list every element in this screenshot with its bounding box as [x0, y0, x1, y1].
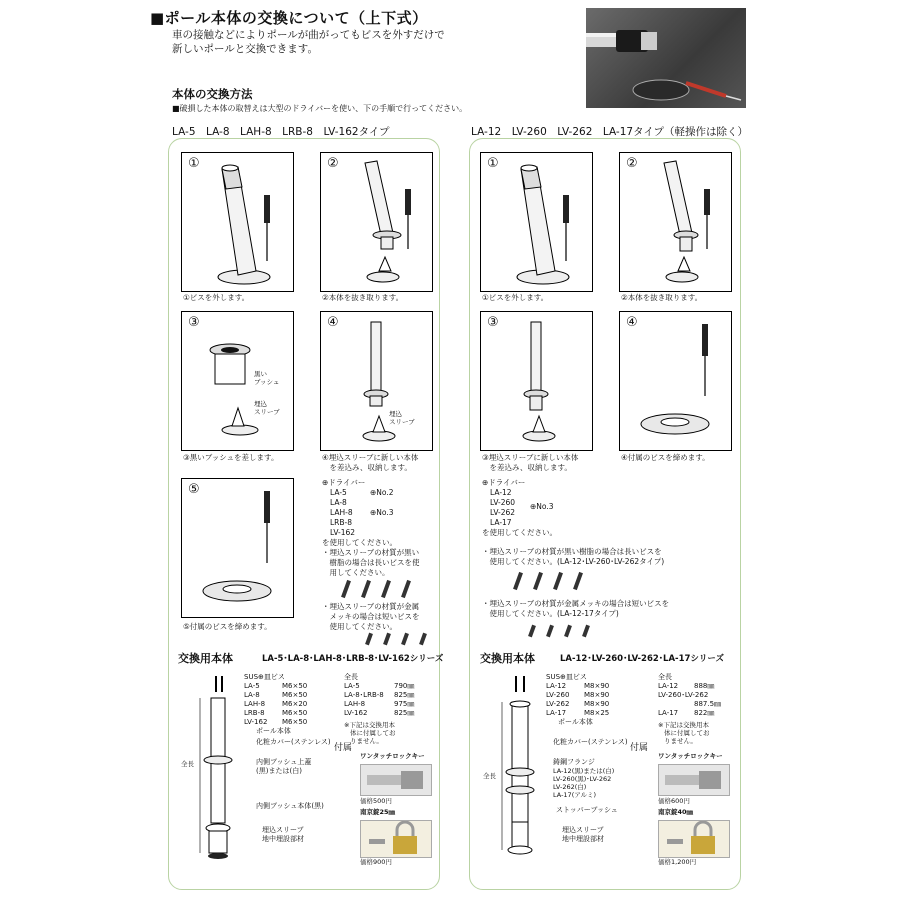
method-note: ■破損した本体の取替えは大型のドライバーを使い、下の手順で行ってください。: [172, 104, 468, 113]
padlock-icon: [361, 821, 431, 857]
right-driver-info: ⊕ドライバー LA-12 LV-260 LV-262 LA-17 を使用してください。: [482, 478, 557, 537]
left-replace-series: LA-5･LA-8･LAH-8･LRB-8･LV-162シリーズ: [262, 654, 444, 664]
left-screw-row-3: LAH-8 M6×20: [244, 700, 308, 708]
left-step-4-box: ④ 埋込 スリーブ: [320, 311, 433, 451]
right-lock-price: 価格1,200円: [658, 858, 697, 866]
left-step-3-caption: ③黒いブッシュを差します。: [183, 453, 279, 462]
left-key-price: 価格500円: [360, 797, 392, 805]
right-sleeve-label: 埋込スリーブ 地中埋設部材: [562, 826, 604, 843]
left-key-image: [360, 764, 432, 796]
long-screws-icon: [512, 570, 602, 592]
left-types: LA-5 LA-8 LAH-8 LRB-8 LV-162タイプ: [172, 126, 390, 138]
left-step-1-box: ①: [181, 152, 294, 292]
right-screw-spec: SUS⊕皿ビス LA-12 M8×90 LV-260 M8×90 LV-262 M8×90 LA-17 M8×25 ポール本体: [546, 673, 610, 726]
right-replacement-pole-diagram: [484, 668, 544, 868]
left-driver-no3: ⊕No.3: [370, 508, 394, 517]
left-step-2-caption: ②本体を抜き取ります。: [322, 293, 404, 302]
tighten-screw-icon: [182, 479, 293, 617]
left-length-spec: 全長 LA-5 790㎜ LA-8･LRB-8 825㎜ LAH-8 975㎜ LV-162 825㎜ ※下記は交換用本 体に付属してお りません。: [344, 673, 415, 745]
right-replace-series: LA-12･LV-260･LV-262･LA-17シリーズ: [560, 654, 724, 664]
left-replace-title: 交換用本体: [178, 652, 233, 665]
right-cover-label: 化粧カバー(ステンレス): [553, 738, 628, 746]
right-key-price: 価格600円: [658, 797, 690, 805]
right-key-image: [658, 764, 730, 796]
pole-photo: [586, 8, 746, 108]
left-screw-row-2: LA-8 M6×50: [244, 691, 308, 699]
left-bush-body-label: 内側ブッシュ本体(黒): [256, 802, 324, 810]
left-sleeve-label: 埋込スリーブ 地中埋設部材: [262, 826, 304, 843]
left-driver-info: ⊕ドライバー LA-5 LA-8 LAH-8 LRB-8 LV-162 を使用してください。: [322, 478, 397, 547]
long-screws-icon: [340, 578, 430, 600]
tighten-screw-icon: [620, 312, 731, 450]
left-bush-label: 内側ブッシュ上蓋 (黒)または(白): [256, 758, 312, 775]
pole-photo-illustration: [586, 8, 746, 108]
removed-pole-icon: [620, 153, 731, 291]
key-icon: [659, 765, 729, 795]
left-step-1-caption: ①ビスを外します。: [183, 293, 250, 302]
padlock-icon: [659, 821, 729, 857]
left-driver-no2: ⊕No.2: [370, 488, 394, 497]
left-step-5-caption: ⑤付属のビスを締めます。: [183, 622, 272, 631]
left-cover-label: 化粧カバー(ステンレス): [256, 738, 331, 746]
left-fuzoku-label: 付属: [334, 743, 353, 753]
right-long-screw-note: ・埋込スリーブの材質が黒い樹脂の場合は長いビスを 使用してください。(LA-12･LV-260･LV-262タイプ): [482, 547, 665, 566]
left-step-2-box: ②: [320, 152, 433, 292]
tilted-pole-icon: [481, 153, 592, 291]
left-long-screw-note: ・埋込スリーブの材質が黒い 樹脂の場合は長いビスを使 用してください。: [322, 548, 420, 577]
left-padlock-image: [360, 820, 432, 858]
page-title: ■ポール本体の交換について（上下式）: [150, 9, 428, 27]
right-step-1-caption: ①ビスを外します。: [482, 293, 549, 302]
left-screw-row-5: LV-162 M6×50: [244, 718, 308, 726]
right-flange-label: 鋳鋼フランジ LA-12(黒)または(白) LV-260(黒)･LV-262 LV-262(白) LA-17(アルミ): [553, 758, 615, 799]
right-short-screw-note: ・埋込スリーブの材質が金属メッキの場合は短いビスを 使用してください。(LA-12-17タイプ): [482, 599, 670, 618]
left-step-3-box: ③ 黒い ブッシュ 埋込 スリーブ: [181, 311, 294, 451]
left-lock-title: 南京錠25㎜: [360, 808, 396, 816]
left-screw-spec: SUS⊕皿ビス LA-5 M6×50 LA-8 M6×50 LAH-8 M6×20 LRB-8 M6×50 LV-162 M6×50 ポール本体: [244, 673, 308, 735]
left-step-4-caption: ④埋込スリーブに新しい本体 を差込み、収納します。: [322, 453, 419, 472]
right-padlock-image: [658, 820, 730, 858]
right-length-spec: 全長 LA-12 888㎜ LV-260･LV-262 887.5㎜ LA-17 822㎜ ※下記は交換用本 体に付属してお りません。: [658, 673, 722, 745]
insert-new-pole-icon: [481, 312, 592, 450]
right-step-2-caption: ②本体を抜き取ります。: [621, 293, 703, 302]
tilted-pole-icon: [182, 153, 293, 291]
left-step-5-box: ⑤: [181, 478, 294, 618]
right-driver-no3: ⊕No.3: [530, 502, 554, 511]
removed-pole-icon: [321, 153, 432, 291]
intro-text: 車の接触などによりポールが曲がってもビスを外すだけで 新しいポールと交換できます。: [172, 29, 445, 55]
insert-new-pole-icon: [321, 312, 432, 450]
right-step-4-box: ④: [619, 311, 732, 451]
right-step-4-caption: ④付属のビスを締めます。: [621, 453, 710, 462]
right-fuzoku-label: 付属: [630, 743, 649, 753]
left-short-screw-note: ・埋込スリーブの材質が金属 メッキの場合は短いビスを 使用してください。: [322, 602, 420, 631]
right-lock-title: 南京錠40㎜: [658, 808, 694, 816]
right-types: LA-12 LV-260 LV-262 LA-17タイプ（軽操作は除く）: [471, 126, 749, 138]
right-replace-title: 交換用本体: [480, 652, 535, 665]
right-step-1-box: ①: [480, 152, 593, 292]
left-key-title: ワンタッチロックキー: [360, 752, 425, 760]
short-screws-icon: [528, 624, 598, 638]
method-title: 本体の交換方法: [172, 87, 253, 101]
left-replacement-pole-diagram: [182, 668, 242, 868]
left-lock-price: 価格900円: [360, 858, 392, 866]
right-key-title: ワンタッチロックキー: [658, 752, 723, 760]
right-step-3-caption: ③埋込スリーブに新しい本体 を差込み、収納します。: [482, 453, 579, 472]
key-icon: [361, 765, 431, 795]
left-screw-row-4: LRB-8 M6×50: [244, 709, 308, 717]
short-screws-icon: [365, 632, 435, 646]
right-stopper-label: ストッパーブッシュ: [556, 806, 618, 814]
left-screw-row-1: LA-5 M6×50: [244, 682, 308, 690]
right-step-2-box: ②: [619, 152, 732, 292]
right-step-3-box: ③: [480, 311, 593, 451]
